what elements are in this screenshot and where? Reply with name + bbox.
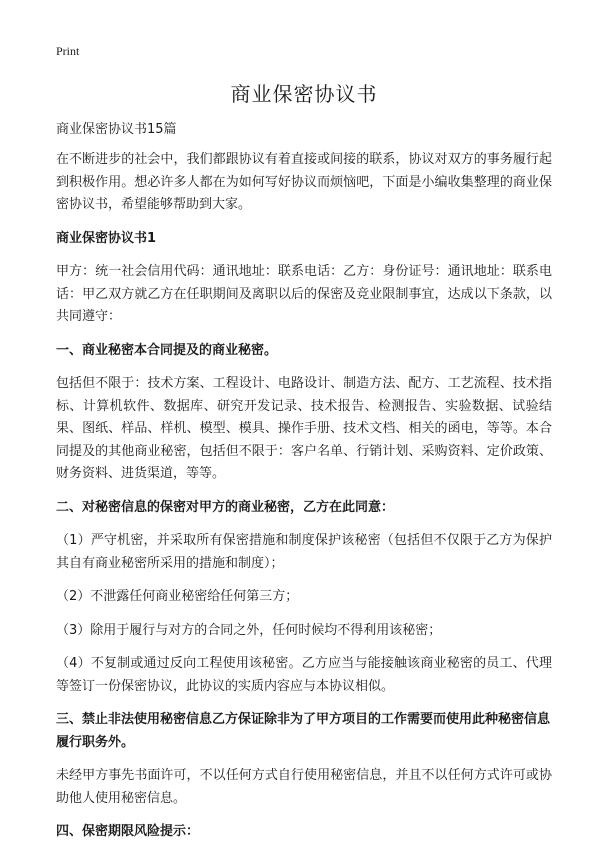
section-3-body: 未经甲方事先书面许可，不以任何方式自行使用秘密信息，并且不以任何方式许可或协助他人使用秘密信息。 bbox=[56, 768, 552, 806]
section-2-item-4: （4）不复制或通过反向工程使用该秘密。乙方应当与能接触该商业秘密的员工、代理等签订一份保密协议，此协议的实质内容应与本协议相似。 bbox=[56, 656, 552, 694]
section-1-body: 包括但不限于：技术方案、工程设计、电路设计、制造方法、配方、工艺流程、技术指标、计算机软件、数据库、研究开发记录、技术报告、检测报告、实验数据、试验结果、图纸、样品、样机、模型、模具、操作手册、技术文档、相关的函电，等等。本合同提及的其他商业秘密，包括但不限于：客户名单、行销计划、采购资料、定价政策、财务资料、进货渠道，等等。 bbox=[56, 376, 552, 481]
intro-paragraph: 在不断进步的社会中，我们都跟协议有着直接或间接的联系，协议对双方的事务履行起到积极作用。想必许多人都在为如何写好协议而烦恼吧，下面是小编收集整理的商业保密协议书，希望能够帮助到大家。 bbox=[56, 152, 552, 212]
section-2-heading: 二、对秘密信息的保密对甲方的商业秘密，乙方在此同意： bbox=[56, 499, 395, 515]
section-4-heading: 四、保密期限风险提示： bbox=[56, 824, 200, 839]
print-link[interactable]: Print bbox=[56, 44, 80, 58]
document-subtitle: 商业保密协议书15篇 bbox=[56, 122, 177, 137]
section-2-item-1: （1）严守机密，并采取所有保密措施和制度保护该秘密（包括但不仅限于乙方为保护其自有商业秘密所采用的措施和制度）； bbox=[56, 533, 552, 571]
page-title: 商业保密协议书 bbox=[230, 82, 378, 106]
section-2-item-3: （3）除用于履行与对方的合同之外，任何时候均不得利用该秘密； bbox=[56, 622, 442, 638]
section-3-heading: 三、禁止非法使用秘密信息乙方保证除非为了甲方项目的工作需要而使用此种秘密信息履行职务外。 bbox=[56, 712, 551, 750]
section-2-item-2: （2）不泄露任何商业秘密给任何第三方； bbox=[56, 589, 299, 604]
section-1-heading: 一、商业秘密本合同提及的商业秘密。 bbox=[56, 342, 278, 358]
parties-paragraph: 甲方：统一社会信用代码：通讯地址：联系电话：乙方：身份证号：通讯地址：联系电话：甲乙双方就乙方在任职期间及离职以后的保密及竞业限制事宜，达成以下条款，以共同遵守： bbox=[56, 264, 552, 324]
agreement-1-heading: 商业保密协议书1 bbox=[56, 230, 157, 246]
document-body bbox=[56, 120, 552, 855]
